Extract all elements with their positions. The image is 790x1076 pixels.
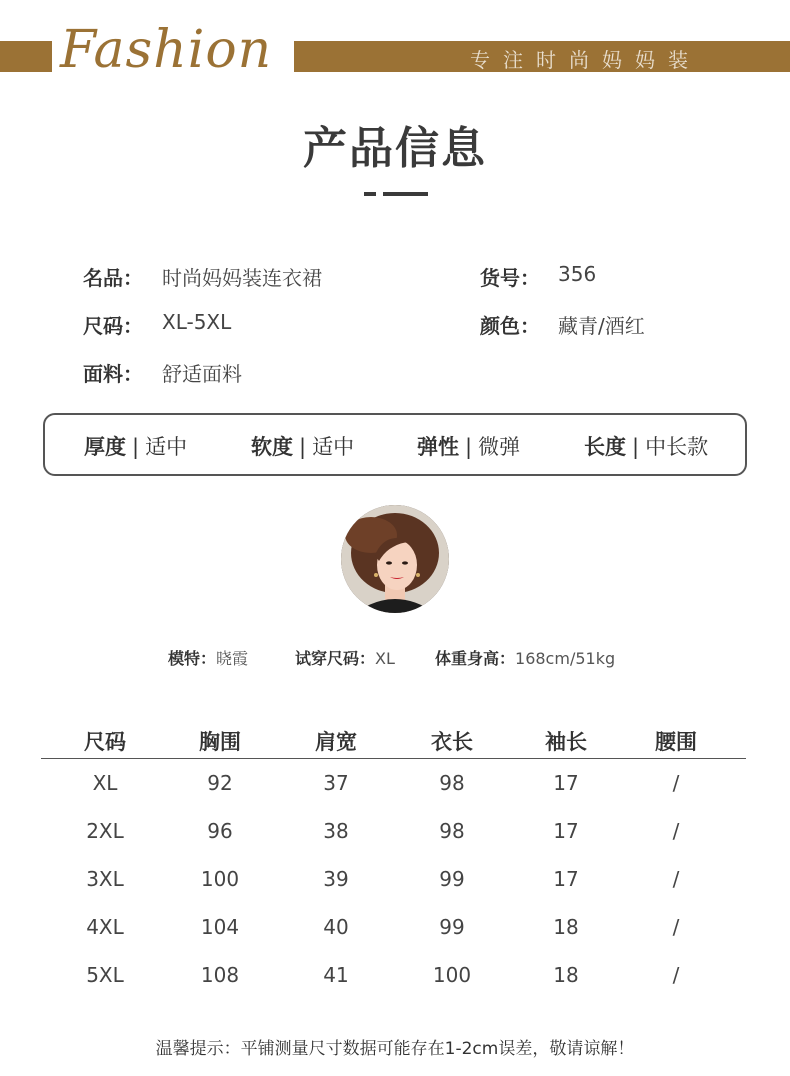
table-cell: 40	[323, 915, 349, 939]
item-number-label: 货号：	[480, 266, 540, 290]
table-cell: XL	[92, 771, 118, 795]
item-number-value: 356	[558, 262, 597, 286]
attribute-thickness	[84, 431, 187, 461]
product-name-label: 名品：	[83, 266, 143, 290]
title-underline-short	[364, 192, 376, 196]
table-cell: /	[672, 963, 680, 987]
table-cell: 5XL	[86, 963, 124, 987]
table-cell: /	[672, 915, 680, 939]
size-value: XL-5XL	[162, 310, 232, 334]
attribute-key: 软度	[251, 435, 293, 459]
attribute-separator: |	[299, 435, 307, 459]
table-header-size: 尺码	[84, 730, 126, 754]
table-divider	[41, 758, 746, 759]
table-cell: 17	[553, 819, 579, 843]
header-slogan: 专注时尚妈妈装	[470, 48, 701, 72]
table-cell: 108	[200, 963, 240, 987]
table-cell: /	[672, 867, 680, 891]
table-cell: 17	[553, 771, 579, 795]
table-header-sleeve: 袖长	[545, 730, 587, 754]
model-body	[435, 646, 615, 669]
attribute-elasticity	[417, 431, 520, 461]
model-portrait-image	[341, 505, 449, 613]
table-cell: 92	[207, 771, 233, 795]
table-header-shoulder: 肩宽	[315, 730, 357, 754]
attribute-separator: |	[632, 435, 640, 459]
brand-logo: Fashion	[60, 20, 273, 80]
model-trial-size	[295, 646, 395, 669]
table-cell: 18	[553, 915, 579, 939]
title-underline-long	[383, 192, 428, 196]
table-cell: 18	[553, 963, 579, 987]
attribute-softness	[251, 431, 354, 461]
attribute-value: 微弹	[478, 435, 521, 459]
color-value: 藏青/酒红	[558, 314, 645, 338]
table-cell: 98	[439, 771, 465, 795]
table-cell: 39	[323, 867, 349, 891]
table-cell: /	[672, 819, 680, 843]
product-name-value: 时尚妈妈装连衣裙	[162, 266, 322, 290]
table-cell: 4XL	[86, 915, 124, 939]
table-cell: 99	[439, 915, 465, 939]
header-bar-left	[0, 41, 52, 72]
table-cell: 2XL	[86, 819, 124, 843]
table-cell: 3XL	[86, 867, 124, 891]
attribute-key: 厚度	[84, 435, 126, 459]
color-label: 颜色：	[480, 314, 540, 338]
table-cell: 100	[432, 963, 472, 987]
table-cell: 37	[323, 771, 349, 795]
page-title: 产品信息	[303, 123, 487, 174]
table-cell: /	[672, 771, 680, 795]
table-cell: 38	[323, 819, 349, 843]
size-label: 尺码：	[83, 314, 143, 338]
model-name-value: 晓霞	[216, 649, 249, 668]
table-cell: 100	[200, 867, 240, 891]
table-header-bust: 胸围	[199, 730, 241, 754]
model-name-label: 模特：	[168, 649, 217, 668]
table-cell: 104	[200, 915, 240, 939]
table-cell: 41	[323, 963, 349, 987]
body-value: 168cm/51kg	[515, 649, 616, 668]
attribute-length	[584, 431, 708, 461]
attribute-value: 适中	[312, 435, 355, 459]
fabric-label: 面料：	[83, 362, 143, 386]
attribute-separator: |	[465, 435, 473, 459]
attribute-key: 弹性	[417, 435, 459, 459]
fabric-value: 舒适面料	[162, 362, 242, 386]
measurement-note: 温馨提示：平铺测量尺寸数据可能存在1-2cm误差，敬请谅解！	[155, 1039, 635, 1059]
table-header-waist: 腰围	[655, 730, 697, 754]
attribute-value: 中长款	[645, 435, 709, 459]
model-name	[168, 646, 248, 669]
trial-size-label: 试穿尺码：	[295, 649, 376, 668]
model-avatar	[341, 505, 449, 613]
trial-size-value: XL	[375, 649, 395, 668]
table-cell: 99	[439, 867, 465, 891]
attribute-separator: |	[132, 435, 140, 459]
table-cell: 98	[439, 819, 465, 843]
attribute-key: 长度	[584, 435, 626, 459]
attribute-value: 适中	[145, 435, 188, 459]
table-header-length: 衣长	[431, 730, 473, 754]
body-label: 体重身高：	[435, 649, 516, 668]
table-cell: 96	[207, 819, 233, 843]
table-cell: 17	[553, 867, 579, 891]
